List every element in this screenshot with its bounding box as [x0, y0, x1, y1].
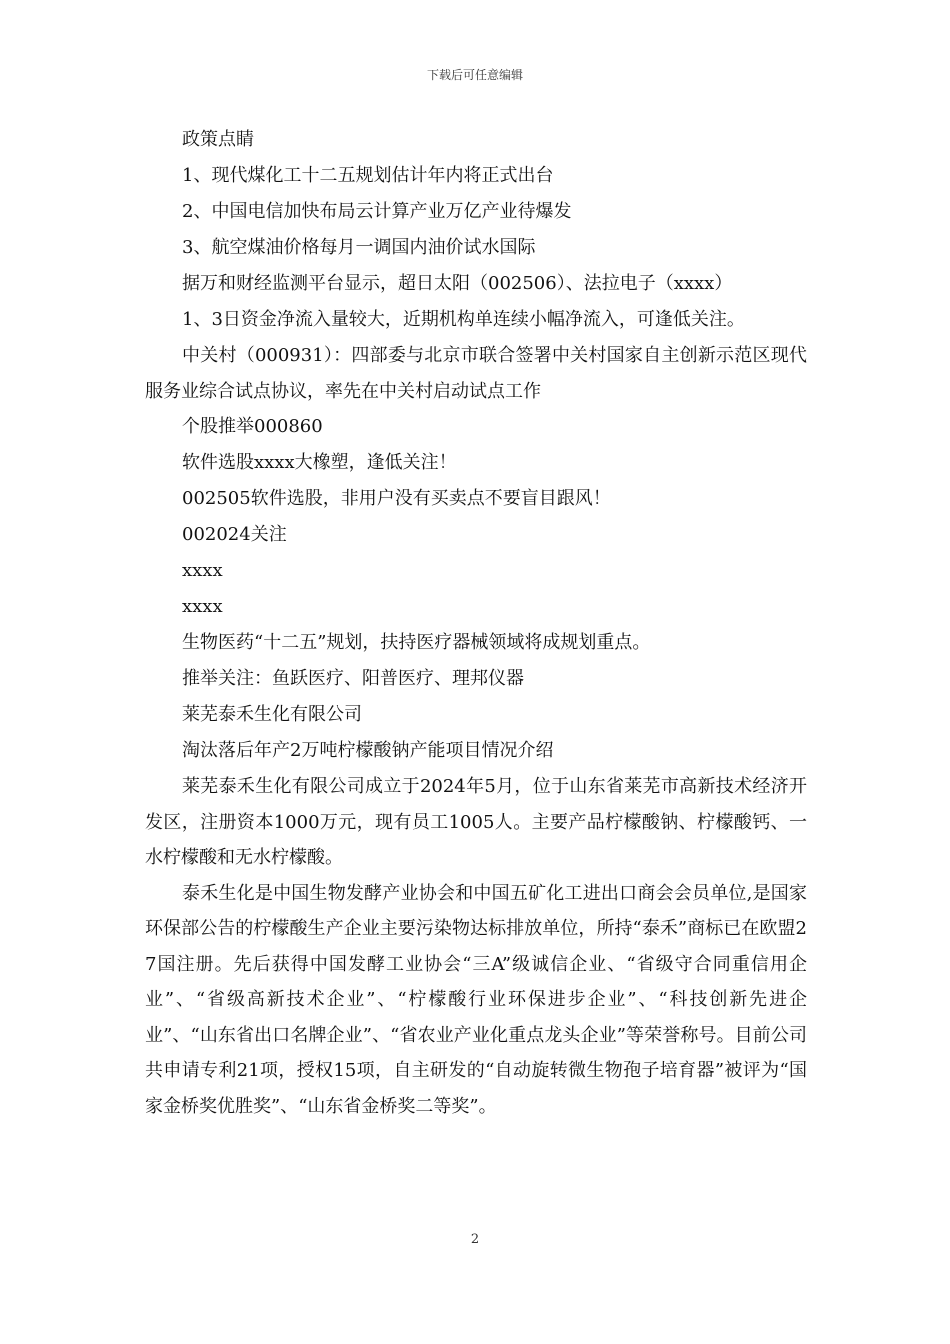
project-title: 淘汰落后年产2万吨柠檬酸钠产能项目情况介绍	[182, 740, 554, 761]
document-body	[145, 122, 807, 1124]
placeholder-line: xxxx	[182, 560, 223, 581]
warning-line: 002505软件选股，非用户没有买卖点不要盲目跟风！	[182, 488, 611, 509]
software-pick-line: 软件选股xxxx大橡塑，逢低关注！	[182, 452, 457, 473]
company-name: 莱芜泰禾生化有限公司	[182, 704, 362, 725]
page-header: 下载后可任意编辑	[426, 68, 523, 82]
monitor-line: 据万和财经监测平台显示，超日太阳（002506）、法拉电子（xxxx）	[182, 273, 733, 294]
placeholder-line: xxxx	[182, 596, 223, 617]
stock-recommend-line: 个股推举000860	[182, 416, 323, 437]
section-title: 政策点睛	[182, 129, 254, 150]
company-intro-paragraph: 莱芜泰禾生化有限公司成立于2024年5月，位于山东省莱芜市高新技术经济开发区，注册资本1000万元，现有员工1005人。主要产品柠檬酸钠、柠檬酸钙、一水柠檬酸和无水柠檬酸。	[145, 776, 807, 868]
attention-line: 002024关注	[182, 524, 287, 545]
policy-item-3: 3、航空煤油价格每月一调国内油价试水国际	[182, 237, 536, 258]
company-honors-paragraph: 泰禾生化是中国生物发酵产业协会和中国五矿化工进出口商会会员单位,是国家环保部公告的柠檬酸生产企业主要污染物达标排放单位，所持“泰禾”商标已在欧盟27国注册。先后获得中国发酵工业协会“三A”级诚信企业、“省级守合同重信用企业”、“省级高新技术企业”、“柠檬酸行业环保进步企业”、“科技创新先进企业”、“山东省出口名牌企业”、“省农业产业化重点龙头企业”等荣誉称号。目前公司共申请专利21项，授权15项，自主研发的“自动旋转微生物孢子培育器”被评为“国家金桥奖优胜奖”、“山东省金桥奖二等奖”。	[145, 882, 807, 1117]
policy-item-2: 2、中国电信加快布局云计算产业万亿产业待爆发	[182, 201, 572, 222]
zhongguancun-paragraph: 中关村（000931）：四部委与北京市联合签署中关村国家自主创新示范区现代服务业综合试点协议，率先在中关村启动试点工作	[145, 345, 807, 402]
biomed-line: 生物医药“十二五”规划，扶持医疗器械领域将成规划重点。	[182, 632, 651, 653]
policy-item-1: 1、现代煤化工十二五规划估计年内将正式出台	[182, 165, 554, 186]
page-number: 2	[470, 1232, 480, 1247]
recommend-line: 推举关注：鱼跃医疗、阳普医疗、理邦仪器	[182, 668, 524, 689]
fund-flow-line: 1、3日资金净流入量较大，近期机构单连续小幅净流入，可逢低关注。	[182, 309, 745, 330]
